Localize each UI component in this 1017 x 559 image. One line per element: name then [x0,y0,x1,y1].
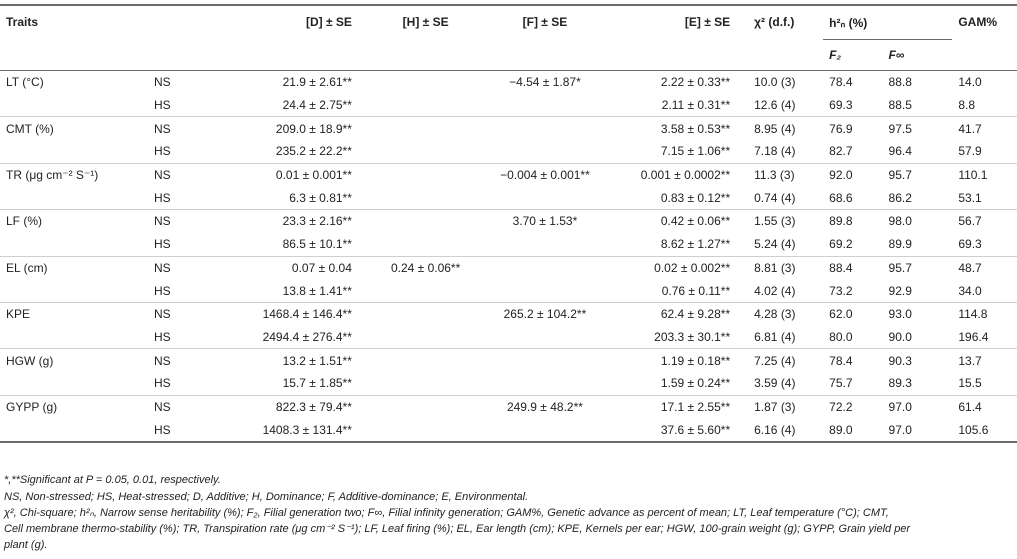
e-header: [E] ± SE [609,5,749,71]
condition-cell: HS [153,376,171,391]
e-cell: 7.15 ± 1.06** [660,144,731,159]
trait-cell [0,94,148,117]
gam-cell: 56.7 [952,210,1017,233]
table-row [0,163,1017,186]
trait-cell: LT (°C) [6,75,44,90]
finf-cell: 97.0 [883,395,953,418]
f-cell [481,279,608,302]
e-cell: 0.02 ± 0.002** [609,256,749,279]
gam-cell: 196.4 [958,329,989,344]
finf-cell: 89.3 [888,376,912,391]
e-cell: 1.19 ± 0.18** [609,349,749,372]
d-cell: 0.01 ± 0.001** [204,163,370,186]
chi-cell: 4.02 (4) [754,283,796,298]
gam-cell: 13.7 [952,349,1017,372]
f2-cell: 73.2 [829,283,853,298]
gam-cell: 48.7 [952,256,1017,279]
table-row [0,140,1017,163]
gam-cell: 53.1 [958,190,982,205]
trait-cell: GYPP (g) [0,395,148,418]
d-cell: 0.07 ± 0.04 [204,256,370,279]
f2-cell: 88.4 [823,256,882,279]
chi-cell: 7.18 (4) [754,144,796,159]
f2-cell: 62.0 [823,302,882,325]
table-row [0,279,1017,302]
f-cell: 3.70 ± 1.53* [481,210,608,233]
footnote-abbreviations-2a: χ², Chi-square; h²ₙ, Narrow sense heritability (%); F₂, Filial generation two; F∞, Filial infinity generation; GAM%, Genetic advance as percent of mean; LT, Leaf temperature (°C); CMT, [4,507,889,519]
chi-header: χ² (d.f.) [748,5,823,71]
chi-cell: 10.0 (3) [754,75,796,90]
d-header: [D] ± SE [204,5,370,71]
chi-cell: 6.81 (4) [754,329,796,344]
f2-cell: 89.8 [823,210,882,233]
f-cell [481,326,608,349]
results-table [0,4,1017,443]
condition-cell: HS [153,98,171,113]
e-cell: 2.11 ± 0.31** [661,98,731,113]
h2-header: h²ₙ (%) [823,5,952,40]
f2-cell: 75.7 [829,376,853,391]
e-cell: 3.58 ± 0.53** [609,117,749,140]
chi-cell: 11.3 (3) [748,163,823,186]
finf-cell: 97.0 [883,418,953,442]
table-row [0,349,1017,372]
traits-header: Traits [0,5,148,71]
h-cell [370,163,481,186]
finf-cell: 97.5 [883,117,953,140]
e-cell: 8.62 ± 1.27** [660,237,731,252]
finf-cell: 95.7 [883,256,953,279]
table-row [0,256,1017,279]
finf-cell: 95.7 [883,163,953,186]
chi-cell: 6.16 (4) [748,418,823,442]
condition-cell: NS [153,75,171,90]
finf-cell: 96.4 [888,144,912,159]
f-cell [481,117,608,140]
finf-cell: 98.0 [883,210,953,233]
finf-cell: 92.9 [888,283,912,298]
h-cell [370,349,481,372]
f-cell [481,349,608,372]
f2-cell: 78.4 [823,349,882,372]
condition-cell: NS [148,302,204,325]
h-cell [370,326,481,349]
h-cell [370,71,481,94]
chi-cell: 12.6 (4) [754,98,796,113]
table-row [0,210,1017,233]
e-cell: 1.59 ± 0.24** [660,376,731,391]
finf-cell: 90.0 [888,329,912,344]
f2-cell: 82.7 [829,144,853,159]
e-cell: 0.001 ± 0.0002** [609,163,749,186]
header-row [0,5,1017,40]
d-cell: 13.8 ± 1.41** [282,283,352,298]
f-cell [481,256,608,279]
condition-cell: NS [148,210,204,233]
f-cell [481,94,608,117]
trait-cell [0,326,148,349]
gam-cell: 69.3 [958,237,982,252]
finf-cell: 90.3 [883,349,953,372]
chi-cell: 0.74 (4) [754,190,796,205]
h-cell [370,210,481,233]
trait-cell: KPE [0,302,148,325]
condition-cell: NS [148,163,204,186]
d-cell: 15.7 ± 1.85** [282,376,352,391]
finf-cell: 86.2 [888,190,912,205]
footnote-abbreviations-1: NS, Non-stressed; HS, Heat-stressed; D, Additive; H, Dominance; F, Additive-dominance; E, Environmental. [4,491,529,503]
gam-cell: 114.8 [952,302,1017,325]
gam-cell: 41.7 [952,117,1017,140]
h-cell [370,302,481,325]
e-cell: 0.76 ± 0.11** [661,283,731,298]
condition-cell: NS [148,256,204,279]
finf-cell: 93.0 [883,302,953,325]
f-cell: −4.54 ± 1.87* [509,75,581,90]
h-cell: 0.24 ± 0.06** [370,256,481,279]
table-row [0,117,1017,140]
table-row [0,186,1017,209]
condition-cell: HS [153,237,171,252]
d-cell: 86.5 ± 10.1** [282,237,352,252]
table-row [0,418,1017,442]
condition-cell: HS [153,190,171,205]
gam-header: GAM% [952,5,1017,71]
e-cell: 37.6 ± 5.60** [609,418,749,442]
e-cell: 0.83 ± 0.12** [660,190,731,205]
d-cell: 209.0 ± 18.9** [204,117,370,140]
table-row [0,302,1017,325]
e-cell: 2.22 ± 0.33** [660,75,731,90]
table-row [0,395,1017,418]
finf-cell: 88.8 [888,75,912,90]
f2-cell: 68.6 [829,190,853,205]
d-cell: 1408.3 ± 131.4** [204,418,370,442]
gam-cell: 34.0 [958,283,982,298]
trait-cell [0,418,148,442]
trait-cell: CMT (%) [0,117,148,140]
trait-cell [0,279,148,302]
f2-cell: 92.0 [823,163,882,186]
f-cell: −0.004 ± 0.001** [481,163,608,186]
d-cell: 2494.4 ± 276.4** [262,329,352,344]
gam-cell: 110.1 [952,163,1017,186]
d-cell: 6.3 ± 0.81** [289,190,352,205]
table-body [0,71,1017,443]
chi-cell: 4.28 (3) [748,302,823,325]
trait-cell: TR (μg cm⁻² S⁻¹) [0,163,148,186]
table-row [0,94,1017,117]
d-cell: 235.2 ± 22.2** [275,144,352,159]
chi-cell: 1.55 (3) [748,210,823,233]
f2-cell: 72.2 [823,395,882,418]
trait-cell: HGW (g) [0,349,148,372]
chi-cell: 3.59 (4) [754,376,796,391]
f-cell [481,372,608,395]
gam-cell: 8.8 [958,98,976,113]
f-cell [481,418,608,442]
f2-cell: 69.3 [829,98,853,113]
chi-cell: 5.24 (4) [754,237,796,252]
f-cell: 265.2 ± 104.2** [481,302,608,325]
h-cell [370,418,481,442]
chi-cell: 7.25 (4) [748,349,823,372]
f2-cell: 76.9 [823,117,882,140]
f-cell: 249.9 ± 48.2** [481,395,608,418]
e-cell: 0.42 ± 0.06** [609,210,749,233]
gam-cell: 105.6 [952,418,1017,442]
trait-cell [0,233,148,256]
h-cell [370,372,481,395]
d-cell: 24.4 ± 2.75** [282,98,352,113]
chi-cell: 1.87 (3) [748,395,823,418]
footnote-abbreviations-2b: Cell membrane thermo-stability (%); TR, Transpiration rate (μg cm⁻² S⁻¹); LF, Leaf firing (%); EL, Ear length (cm); KPE, Kernels per ear; HGW, 100-grain weight (g); GYPP, Grain yield per [4,523,911,535]
h-cell [370,94,481,117]
d-cell: 21.9 ± 2.61** [282,75,352,90]
f2-header: F₂ [823,40,882,71]
gam-cell: 61.4 [952,395,1017,418]
table-row [0,233,1017,256]
condition-cell: NS [148,349,204,372]
f2-cell: 89.0 [823,418,882,442]
e-cell: 62.4 ± 9.28** [609,302,749,325]
footnote-abbreviations-2c: plant (g). [4,539,48,551]
h-cell [370,140,481,163]
d-cell: 23.3 ± 2.16** [204,210,370,233]
table-row [0,71,1017,94]
h-header: [H] ± SE [370,5,481,71]
gam-cell: 57.9 [958,144,982,159]
f2-cell: 78.4 [829,75,853,90]
f2-cell: 80.0 [829,329,853,344]
condition-cell: HS [148,418,204,442]
condition-cell: HS [153,329,171,344]
f-cell [481,140,608,163]
d-cell: 13.2 ± 1.51** [204,349,370,372]
chi-cell: 8.81 (3) [748,256,823,279]
finf-cell: 89.9 [888,237,912,252]
trait-cell [0,372,148,395]
finf-header: F∞ [883,40,953,71]
f-cell [481,233,608,256]
chi-cell: 8.95 (4) [748,117,823,140]
d-cell: 1468.4 ± 146.4** [204,302,370,325]
h-cell [370,186,481,209]
trait-cell: LF (%) [0,210,148,233]
gam-cell: 14.0 [958,75,982,90]
table-row [0,326,1017,349]
trait-cell [0,186,148,209]
condition-cell: NS [148,395,204,418]
h-cell [370,117,481,140]
finf-cell: 88.5 [888,98,912,113]
footnote-significance: *,**Significant at P = 0.05, 0.01, respectively. [4,474,221,486]
gam-cell: 15.5 [958,376,982,391]
table-row [0,372,1017,395]
h-cell [370,279,481,302]
condition-cell: HS [153,144,171,159]
h-cell [370,395,481,418]
f-header: [F] ± SE [481,5,608,71]
f2-cell: 69.2 [829,237,853,252]
e-cell: 203.3 ± 30.1** [654,329,731,344]
f-cell [481,186,608,209]
condition-header [148,5,204,71]
trait-cell [0,140,148,163]
h-cell [370,233,481,256]
e-cell: 17.1 ± 2.55** [609,395,749,418]
trait-cell: EL (cm) [0,256,148,279]
condition-cell: HS [153,283,171,298]
d-cell: 822.3 ± 79.4** [204,395,370,418]
condition-cell: NS [148,117,204,140]
